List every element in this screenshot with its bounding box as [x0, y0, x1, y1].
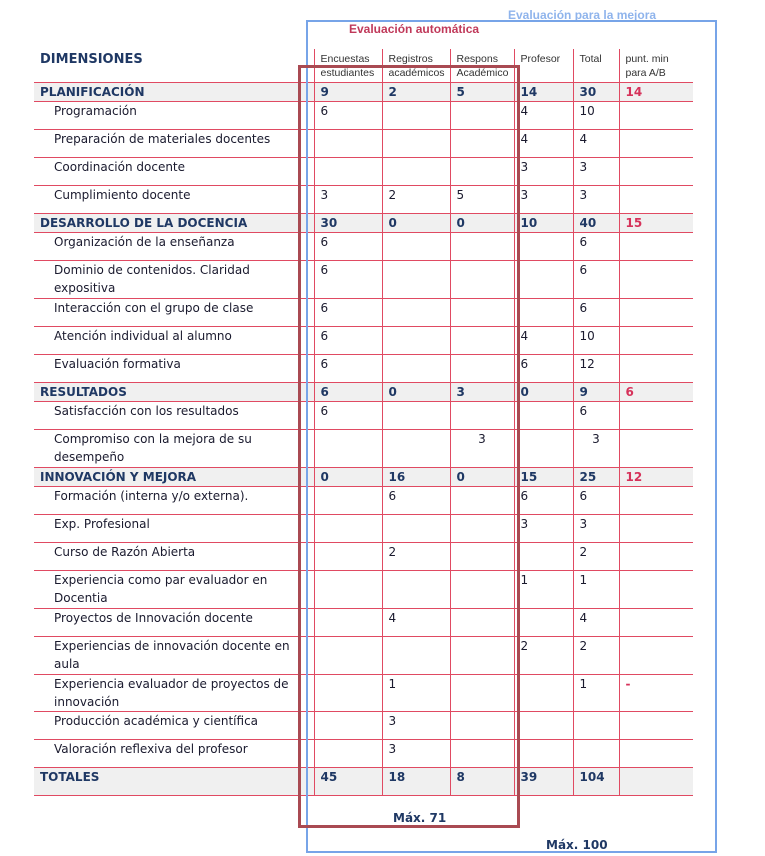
- profesor-cell: [514, 674, 573, 711]
- profesor-cell: 3: [514, 514, 573, 542]
- registros-cell: 2: [382, 542, 450, 570]
- punt-min-cell: [619, 157, 693, 185]
- total-cell: 3: [573, 429, 619, 467]
- punt-min-cell: [619, 260, 693, 298]
- punt-min-cell: 12: [619, 467, 693, 486]
- punt-min-cell: [619, 486, 693, 514]
- encuestas-cell: 30: [314, 213, 382, 232]
- header-punt-min: [619, 49, 693, 82]
- punt-min-cell: [619, 767, 693, 795]
- punt-min-cell: [619, 570, 693, 608]
- profesor-cell: 4: [514, 129, 573, 157]
- profesor-cell: [514, 232, 573, 260]
- encuestas-cell: [314, 129, 382, 157]
- encuestas-cell: [314, 636, 382, 674]
- evaluacion-mejora-label: Evaluación para la mejora: [508, 8, 657, 22]
- profesor-cell: [514, 739, 573, 767]
- dimension-label: Interacción con el grupo de clase: [34, 298, 314, 326]
- total-cell: 1: [573, 674, 619, 711]
- encuestas-cell: [314, 674, 382, 711]
- max-total: Máx. 100: [546, 838, 608, 852]
- encuestas-cell: [314, 739, 382, 767]
- table-row: [34, 129, 693, 157]
- total-cell: 6: [573, 401, 619, 429]
- profesor-cell: 3: [514, 157, 573, 185]
- responsable-cell: [450, 157, 514, 185]
- dimension-label: Dominio de contenidos. Claridad expositiva: [34, 260, 314, 298]
- punt-min-cell: [619, 542, 693, 570]
- profesor-cell: 39: [514, 767, 573, 795]
- responsable-cell: [450, 232, 514, 260]
- responsable-cell: [450, 326, 514, 354]
- total-cell: 40: [573, 213, 619, 232]
- total-cell: [573, 711, 619, 739]
- profesor-cell: 0: [514, 382, 573, 401]
- encuestas-cell: [314, 514, 382, 542]
- header-line-1: punt. min: [625, 53, 669, 65]
- profesor-cell: [514, 608, 573, 636]
- table-row: [34, 429, 693, 467]
- responsable-cell: [450, 354, 514, 382]
- table-row: [34, 185, 693, 213]
- registros-cell: 3: [382, 739, 450, 767]
- profesor-cell: [514, 429, 573, 467]
- profesor-cell: 3: [514, 185, 573, 213]
- punt-min-cell: [619, 608, 693, 636]
- total-cell: 6: [573, 260, 619, 298]
- responsable-cell: [450, 298, 514, 326]
- punt-min-cell: [619, 514, 693, 542]
- total-cell: 2: [573, 636, 619, 674]
- dimension-label: Organización de la enseñanza: [34, 232, 314, 260]
- responsable-cell: [450, 542, 514, 570]
- total-cell: 10: [573, 101, 619, 129]
- dimension-label: Experiencia evaluador de proyectos de innovación: [34, 674, 314, 711]
- profesor-cell: 6: [514, 354, 573, 382]
- punt-min-cell: [619, 101, 693, 129]
- registros-cell: [382, 232, 450, 260]
- registros-cell: 0: [382, 382, 450, 401]
- responsable-cell: [450, 129, 514, 157]
- total-cell: 12: [573, 354, 619, 382]
- dimension-label: Proyectos de Innovación docente: [34, 608, 314, 636]
- responsable-cell: [450, 570, 514, 608]
- dimension-label: Cumplimiento docente: [34, 185, 314, 213]
- responsable-cell: [450, 401, 514, 429]
- profesor-cell: 4: [514, 101, 573, 129]
- punt-min-cell: [619, 129, 693, 157]
- table-row: [34, 101, 693, 129]
- encuestas-cell: 45: [314, 767, 382, 795]
- section-row: [34, 213, 693, 232]
- totals-row: [34, 767, 693, 795]
- profesor-cell: [514, 298, 573, 326]
- registros-cell: [382, 298, 450, 326]
- profesor-cell: [514, 401, 573, 429]
- dimension-label: DESARROLLO DE LA DOCENCIA: [34, 213, 314, 232]
- registros-cell: 16: [382, 467, 450, 486]
- encuestas-cell: 6: [314, 354, 382, 382]
- table-row: [34, 298, 693, 326]
- registros-cell: [382, 157, 450, 185]
- total-cell: [573, 739, 619, 767]
- dimension-label: TOTALES: [34, 767, 314, 795]
- registros-cell: 2: [382, 82, 450, 101]
- header-line-1: Registros: [388, 53, 433, 65]
- total-cell: 6: [573, 298, 619, 326]
- registros-cell: [382, 326, 450, 354]
- total-cell: 25: [573, 467, 619, 486]
- table-row: [34, 608, 693, 636]
- table-row: [34, 570, 693, 608]
- punt-min-cell: [619, 326, 693, 354]
- header-profesor: [514, 49, 573, 82]
- max-automatica: Máx. 71: [393, 811, 447, 825]
- header-responsable: [450, 49, 514, 82]
- responsable-cell: [450, 711, 514, 739]
- responsable-cell: 0: [450, 467, 514, 486]
- total-cell: 6: [573, 232, 619, 260]
- encuestas-cell: [314, 608, 382, 636]
- registros-cell: 0: [382, 213, 450, 232]
- dimension-label: Evaluación formativa: [34, 354, 314, 382]
- registros-cell: [382, 101, 450, 129]
- table-row: [34, 401, 693, 429]
- profesor-cell: 1: [514, 570, 573, 608]
- responsable-cell: 5: [450, 185, 514, 213]
- section-row: [34, 82, 693, 101]
- registros-cell: 18: [382, 767, 450, 795]
- registros-cell: 4: [382, 608, 450, 636]
- encuestas-cell: 6: [314, 232, 382, 260]
- profesor-cell: 2: [514, 636, 573, 674]
- responsable-cell: [450, 101, 514, 129]
- header-line-1: Respons: [456, 53, 498, 65]
- table-row: [34, 486, 693, 514]
- encuestas-cell: 6: [314, 101, 382, 129]
- encuestas-cell: [314, 486, 382, 514]
- table-row: [34, 739, 693, 767]
- header-line-1: Profesor: [520, 53, 561, 65]
- registros-cell: [382, 129, 450, 157]
- dimension-label: Valoración reflexiva del profesor: [34, 739, 314, 767]
- responsable-cell: [450, 514, 514, 542]
- responsable-cell: 8: [450, 767, 514, 795]
- total-cell: 3: [573, 185, 619, 213]
- punt-min-cell: [619, 429, 693, 467]
- profesor-cell: 6: [514, 486, 573, 514]
- evaluacion-automatica-label: Evaluación automática: [349, 22, 480, 36]
- responsable-cell: 3: [450, 382, 514, 401]
- encuestas-cell: [314, 711, 382, 739]
- table-row: [34, 232, 693, 260]
- punt-min-cell: [619, 636, 693, 674]
- header-encuestas: [314, 49, 382, 82]
- header-total: [573, 49, 619, 82]
- dimension-label: Curso de Razón Abierta: [34, 542, 314, 570]
- encuestas-cell: [314, 570, 382, 608]
- total-cell: 4: [573, 129, 619, 157]
- punt-min-cell: [619, 711, 693, 739]
- profesor-cell: [514, 260, 573, 298]
- dimension-label: Atención individual al alumno: [34, 326, 314, 354]
- total-cell: 6: [573, 486, 619, 514]
- registros-cell: 2: [382, 185, 450, 213]
- registros-cell: 1: [382, 674, 450, 711]
- responsable-cell: [450, 636, 514, 674]
- punt-min-cell: 14: [619, 82, 693, 101]
- profesor-cell: 10: [514, 213, 573, 232]
- table-row: [34, 636, 693, 674]
- dimension-label: Compromiso con la mejora de su desempeño: [34, 429, 314, 467]
- registros-cell: [382, 260, 450, 298]
- section-row: [34, 382, 693, 401]
- table-row: [34, 354, 693, 382]
- punt-min-cell: -: [619, 674, 693, 711]
- encuestas-cell: 0: [314, 467, 382, 486]
- encuestas-cell: 6: [314, 326, 382, 354]
- punt-min-cell: 15: [619, 213, 693, 232]
- profesor-cell: [514, 542, 573, 570]
- total-cell: 10: [573, 326, 619, 354]
- encuestas-cell: 6: [314, 382, 382, 401]
- punt-min-cell: [619, 185, 693, 213]
- header-line-1: Encuestas: [320, 53, 370, 65]
- total-cell: 3: [573, 157, 619, 185]
- total-cell: 104: [573, 767, 619, 795]
- table-row: [34, 157, 693, 185]
- dimension-label: Exp. Profesional: [34, 514, 314, 542]
- table-row: [34, 260, 693, 298]
- registros-cell: 6: [382, 486, 450, 514]
- registros-cell: [382, 354, 450, 382]
- total-cell: 1: [573, 570, 619, 608]
- profesor-cell: 14: [514, 82, 573, 101]
- header-line-1: Total: [579, 53, 602, 65]
- punt-min-cell: [619, 739, 693, 767]
- header-line-2: Académico: [456, 67, 509, 79]
- punt-min-cell: [619, 354, 693, 382]
- responsable-cell: [450, 739, 514, 767]
- header-line-2: para A/B: [625, 67, 666, 79]
- table-row: [34, 514, 693, 542]
- profesor-cell: [514, 711, 573, 739]
- punt-min-cell: [619, 401, 693, 429]
- section-row: [34, 467, 693, 486]
- header-row: [34, 49, 693, 82]
- dimension-label: Formación (interna y/o externa).: [34, 486, 314, 514]
- table-row: [34, 674, 693, 711]
- registros-cell: [382, 570, 450, 608]
- responsable-cell: [450, 674, 514, 711]
- encuestas-cell: [314, 429, 382, 467]
- total-cell: 2: [573, 542, 619, 570]
- dimension-label: INNOVACIÓN Y MEJORA: [34, 467, 314, 486]
- dimension-label: PLANIFICACIÓN: [34, 82, 314, 101]
- header-line-2: estudiantes: [320, 67, 375, 79]
- dimensiones-table: [34, 49, 693, 796]
- header-dimensiones: DIMENSIONES: [34, 49, 314, 82]
- total-cell: 4: [573, 608, 619, 636]
- responsable-cell: 0: [450, 213, 514, 232]
- total-cell: 3: [573, 514, 619, 542]
- responsable-cell: 3: [450, 429, 514, 467]
- dimension-label: RESULTADOS: [34, 382, 314, 401]
- encuestas-cell: 6: [314, 260, 382, 298]
- total-cell: 30: [573, 82, 619, 101]
- dimension-label: Experiencias de innovación docente en aula: [34, 636, 314, 674]
- encuestas-cell: [314, 157, 382, 185]
- table-row: [34, 711, 693, 739]
- registros-cell: [382, 429, 450, 467]
- encuestas-cell: 6: [314, 401, 382, 429]
- dimension-label: Programación: [34, 101, 314, 129]
- profesor-cell: 4: [514, 326, 573, 354]
- dimension-label: Satisfacción con los resultados: [34, 401, 314, 429]
- dimension-label: Experiencia como par evaluador en Docentia: [34, 570, 314, 608]
- dimension-label: Preparación de materiales docentes: [34, 129, 314, 157]
- dimension-label: Coordinación docente: [34, 157, 314, 185]
- registros-cell: [382, 401, 450, 429]
- header-registros: [382, 49, 450, 82]
- punt-min-cell: [619, 298, 693, 326]
- profesor-cell: 15: [514, 467, 573, 486]
- punt-min-cell: 6: [619, 382, 693, 401]
- table-row: [34, 326, 693, 354]
- table-row: [34, 542, 693, 570]
- dimension-label: Producción académica y científica: [34, 711, 314, 739]
- responsable-cell: [450, 486, 514, 514]
- header-line-2: académicos: [388, 67, 445, 79]
- registros-cell: [382, 514, 450, 542]
- punt-min-cell: [619, 232, 693, 260]
- encuestas-cell: 9: [314, 82, 382, 101]
- responsable-cell: 5: [450, 82, 514, 101]
- encuestas-cell: 6: [314, 298, 382, 326]
- encuestas-cell: 3: [314, 185, 382, 213]
- encuestas-cell: [314, 542, 382, 570]
- responsable-cell: [450, 608, 514, 636]
- registros-cell: [382, 636, 450, 674]
- responsable-cell: [450, 260, 514, 298]
- total-cell: 9: [573, 382, 619, 401]
- registros-cell: 3: [382, 711, 450, 739]
